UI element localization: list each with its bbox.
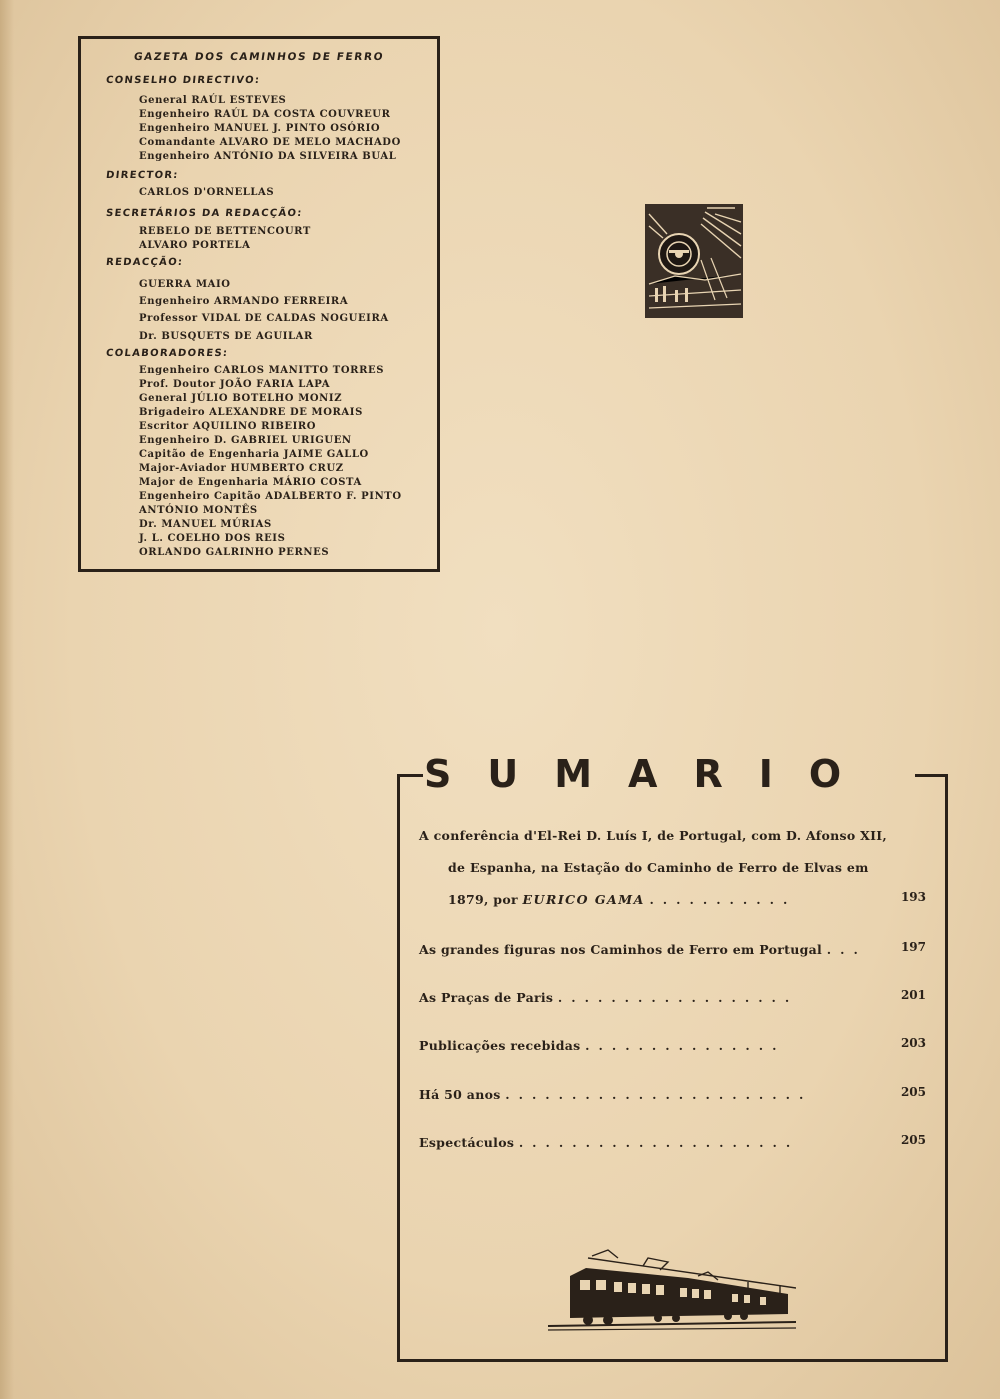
staff-name: Prof. Doutor JOÃO FARIA LAPA xyxy=(139,379,331,390)
toc-entry-2-text: As grandes figuras nos Caminhos de Ferro em Portugal xyxy=(419,942,823,957)
secretarios-heading: SECRETÁRIOS DA REDACÇÃO: xyxy=(105,208,304,219)
toc-entry-2-page: 197 xyxy=(900,940,926,954)
toc-entry-6 xyxy=(419,1135,799,1150)
toc-entry-3-text: As Praças de Paris xyxy=(419,990,554,1005)
staff-name: Professor VIDAL DE CALDAS NOGUEIRA xyxy=(139,313,389,324)
staff-name: REBELO DE BETTENCOURT xyxy=(139,226,311,237)
staff-name: Engenheiro ANTÓNIO DA SILVEIRA BUAL xyxy=(139,151,397,162)
toc-entry-3-page: 201 xyxy=(900,988,926,1002)
toc-entry-4-page: 203 xyxy=(900,1036,926,1050)
electric-train-icon xyxy=(548,1248,796,1332)
staff-name: Capitão de Engenharia JAIME GALLO xyxy=(139,449,369,460)
staff-name: Engenheiro CARLOS MANITTO TORRES xyxy=(139,365,385,376)
staff-name: Engenheiro RAÚL DA COSTA COUVREUR xyxy=(139,109,391,120)
staff-name: Engenheiro MANUEL J. PINTO OSÓRIO xyxy=(139,123,381,134)
toc-entry-2 xyxy=(419,942,867,957)
staff-name: Engenheiro ARMANDO FERREIRA xyxy=(139,296,349,307)
colaboradores-heading: COLABORADORES: xyxy=(105,348,229,359)
toc-entry-5-text: Há 50 anos xyxy=(419,1087,501,1102)
staff-name: GUERRA MAIO xyxy=(139,279,231,290)
staff-name: Engenheiro Capitão ADALBERTO F. PINTO xyxy=(139,491,402,502)
toc-leader: ....................... xyxy=(505,1087,813,1102)
toc-entry-3 xyxy=(419,990,798,1005)
redaccao-heading: REDACÇÃO: xyxy=(105,257,184,268)
toc-entry-1-page: 193 xyxy=(900,890,926,904)
toc-entry-1-line1: A conferência d'El-Rei D. Luís I, de Portugal, com D. Afonso XII, xyxy=(419,828,888,843)
staff-name: General RAÚL ESTEVES xyxy=(139,95,287,106)
toc-entry-1-line3 xyxy=(448,892,796,907)
toc-entry-1-line2: de Espanha, na Estação do Caminho de Ferro de Elvas em xyxy=(448,860,869,875)
staff-name: Escritor AQUILINO RIBEIRO xyxy=(139,421,317,432)
toc-leader: .................. xyxy=(557,990,799,1005)
staff-name: Comandante ALVARO DE MELO MACHADO xyxy=(139,137,401,148)
toc-entry-1-line3-text: 1879, por xyxy=(448,892,518,907)
staff-name: Brigadeiro ALEXANDRE DE MORAIS xyxy=(139,407,363,418)
staff-name: Dr. BUSQUETS DE AGUILAR xyxy=(139,331,313,342)
staff-name: Major de Engenharia MÁRIO COSTA xyxy=(139,477,362,488)
toc-entry-4 xyxy=(419,1038,785,1053)
staff-name: ANTÓNIO MONTÊS xyxy=(139,505,258,516)
toc-leader: ... xyxy=(826,942,867,957)
staff-name: Engenheiro D. GABRIEL URIGUEN xyxy=(139,435,352,446)
director-heading: DIRECTOR: xyxy=(105,170,180,181)
staff-name: Major-Aviador HUMBERTO CRUZ xyxy=(139,463,344,474)
toc-entry-5-page: 205 xyxy=(900,1085,926,1099)
staff-title: GAZETA DOS CAMINHOS DE FERRO xyxy=(133,51,385,63)
staff-name: ORLANDO GALRINHO PERNES xyxy=(139,547,330,558)
toc-leader: ........... xyxy=(649,892,797,907)
staff-name: J. L. COELHO DOS REIS xyxy=(139,533,286,544)
toc-entry-5 xyxy=(419,1087,812,1102)
staff-name: CARLOS D'ORNELLAS xyxy=(139,187,275,198)
toc-leader: ............... xyxy=(585,1038,786,1053)
toc-entry-6-text: Espectáculos xyxy=(419,1135,515,1150)
staff-name: General JÚLIO BOTELHO MONIZ xyxy=(139,393,343,404)
locomotive-woodcut-icon xyxy=(645,204,743,318)
staff-name: Dr. MANUEL MÚRIAS xyxy=(139,519,272,530)
toc-entry-6-page: 205 xyxy=(900,1133,926,1147)
toc-entry-4-text: Publicações recebidas xyxy=(419,1038,581,1053)
toc-leader: ..................... xyxy=(518,1135,800,1150)
toc-entry-1-author: EURICO GAMA xyxy=(522,892,645,907)
staff-box xyxy=(78,36,440,572)
conselho-heading: CONSELHO DIRECTIVO: xyxy=(105,75,261,86)
sumario-title: SUMARIO xyxy=(424,752,878,796)
page-edge-shadow xyxy=(0,0,14,1399)
staff-name: ALVARO PORTELA xyxy=(139,240,251,251)
